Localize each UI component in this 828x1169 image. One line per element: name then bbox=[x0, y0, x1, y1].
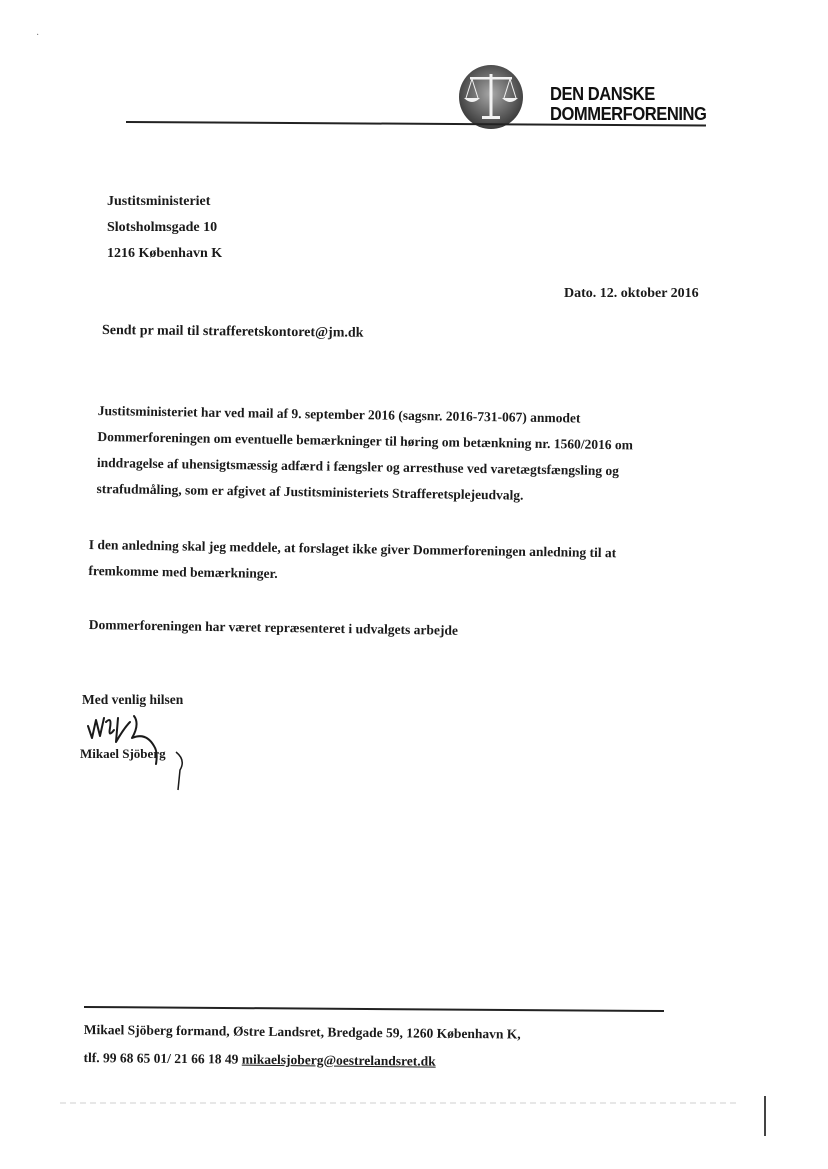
recipient-line2: Slotsholmsgade 10 bbox=[107, 220, 218, 235]
closing-greeting: Med venlig hilsen bbox=[82, 692, 184, 707]
signer-name: Mikael Sjöberg bbox=[80, 746, 166, 761]
body-paragraph-3: Dommerforeningen har været repræsenteret i udvalgets arbejde bbox=[88, 616, 459, 638]
footer-line1: Mikael Sjöberg formand, Østre Landsret, Bredgade 59, 1260 København K, bbox=[83, 1021, 521, 1042]
letterhead-org-name bbox=[550, 84, 706, 124]
scales-of-justice-icon bbox=[458, 64, 524, 130]
footer-contact bbox=[83, 1016, 520, 1077]
footer-divider bbox=[84, 1006, 664, 1012]
scan-speck: · bbox=[36, 30, 40, 41]
footer-email-link[interactable]: mikaelsjoberg@oestrelandsret.dk bbox=[241, 1051, 436, 1069]
recipient-line3: 1216 København K bbox=[107, 246, 223, 261]
footer-phone: tlf. 99 68 65 01/ 21 66 18 49 bbox=[83, 1049, 239, 1067]
sent-by-mail-line: Sendt pr mail til strafferetskontoret@jm.dk bbox=[101, 323, 364, 341]
org-name-line1: DEN DANSKE bbox=[550, 84, 655, 104]
recipient-address bbox=[107, 189, 222, 267]
scan-artifact-line bbox=[60, 1100, 740, 1106]
letter-date: Dato. 12. oktober 2016 bbox=[564, 286, 699, 301]
org-name-line2: DOMMERFORENING bbox=[550, 104, 707, 124]
recipient-line1: Justitsministeriet bbox=[107, 194, 211, 209]
footer-line2 bbox=[83, 1044, 520, 1077]
body-paragraph-2: I den anledning skal jeg meddele, at forslaget ikke giver Dommerforeningen anledning til at fremkomme med bemærkninger. bbox=[88, 536, 617, 581]
scan-edge-mark bbox=[764, 1096, 766, 1136]
body-paragraph-1: Justitsministeriet har ved mail af 9. september 2016 (sagsnr. 2016-731-067) anmodet Dommerforeningen om eventuelle bemærkninger til høring om betænkning nr. 1560/2016 om inddragelse af uhensigtsmæssig adfærd i fængsler og arresthuse ved varetægtsfængsling og strafudmåling, som er afgivet af Justitsministeriets Strafferetsplejeudvalg. bbox=[96, 402, 634, 503]
